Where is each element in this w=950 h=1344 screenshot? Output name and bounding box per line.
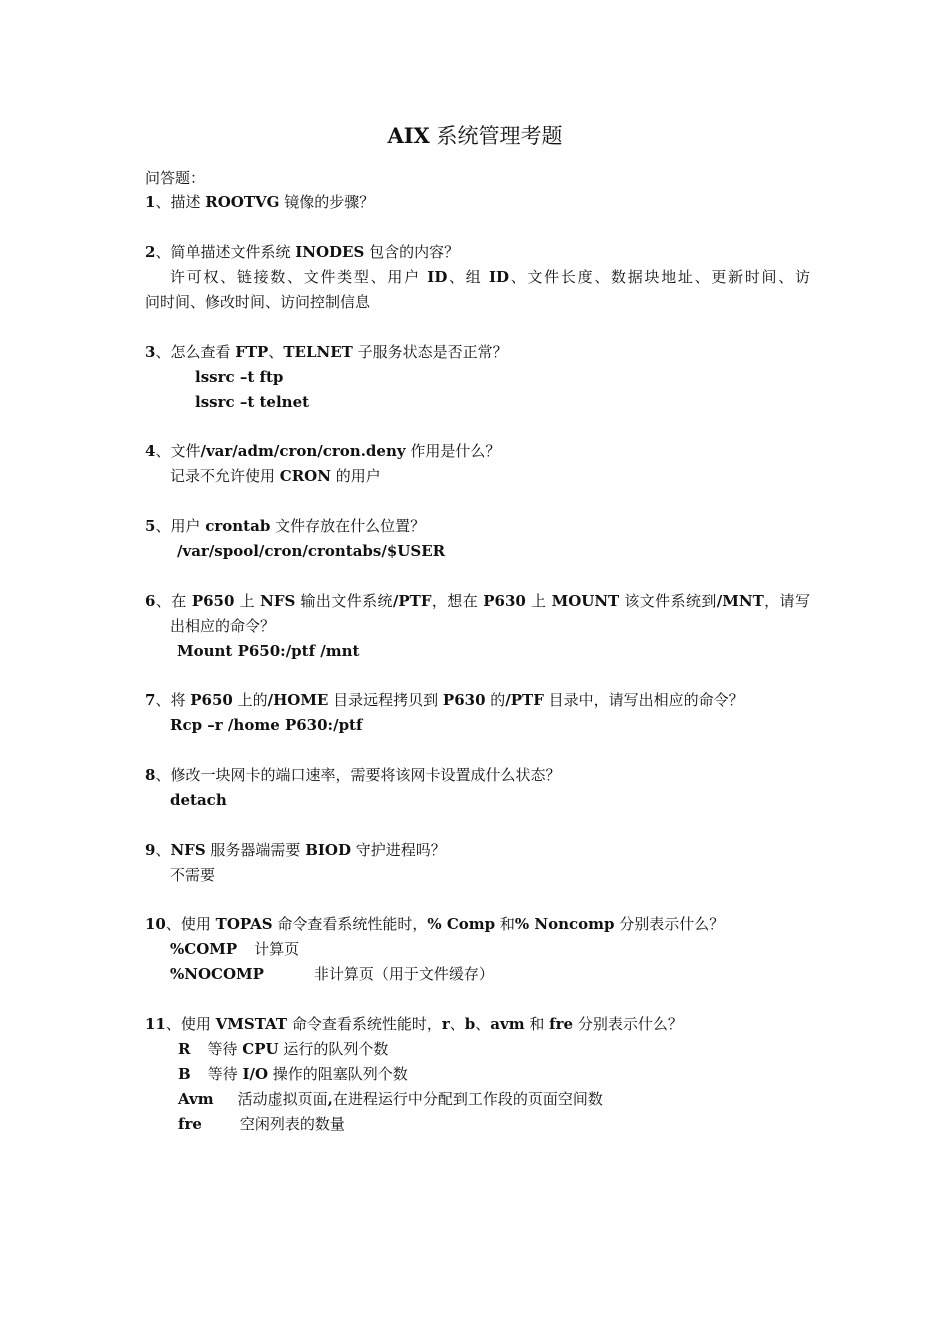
question-6-cont: 出相应的命令？ — [170, 617, 276, 635]
question-11: 11、使用 VMSTAT 命令查看系统性能时，r、b、avm 和 fre 分别表示什么？ — [145, 1015, 683, 1033]
question-8: 8、修改一块网卡的端口速率，需要将该网卡设置成什么状态？ — [145, 766, 561, 784]
question-3: 3、怎么查看 FTP、TELNET 子服务状态是否正常？ — [145, 343, 508, 361]
answer-4: 记录不允许使用 CRON 的用户 — [170, 467, 381, 485]
answer-2-cont: 问时间、修改时间、访问控制信息 — [145, 293, 371, 311]
command-3-telnet: lssrc –t telnet — [195, 393, 310, 411]
def-r: R 等待 CPU 运行的队列个数 — [178, 1040, 389, 1058]
def-fre: fre 空闲列表的数量 — [178, 1115, 345, 1133]
section-label: 问答题： — [145, 169, 206, 187]
def-comp: %COMP 计算页 — [170, 940, 300, 958]
def-nocomp: %NOCOMP 非计算页（用于文件缓存） — [170, 965, 494, 983]
question-4: 4、文件/var/adm/cron/cron.deny 作用是什么？ — [145, 442, 501, 460]
question-1: 1、描述 ROOTVG 镜像的步骤？ — [145, 193, 375, 211]
command-6: Mount P650:/ptf /mnt — [177, 642, 360, 660]
answer-9: 不需要 — [170, 866, 216, 884]
question-6: 6、在 P650 上 NFS 输出文件系统/PTF，想在 P630 上 MOUNT 该文件系统到/MNT，请写 — [145, 592, 810, 610]
title-zh: 系统管理考题 — [436, 124, 563, 148]
title-en: AIX — [387, 123, 430, 148]
question-5: 5、用户 crontab 文件存放在什么位置？ — [145, 517, 426, 535]
def-b: B 等待 I/O 操作的阻塞队列个数 — [178, 1065, 408, 1083]
answer-5: /var/spool/cron/crontabs/$USER — [177, 542, 446, 560]
question-10: 10、使用 TOPAS 命令查看系统性能时，% Comp 和% Noncomp 分别表示什么？ — [145, 915, 725, 933]
command-7: Rcp –r /home P630:/ptf — [170, 716, 363, 734]
answer-2: 许可权、链接数、文件类型、用户 ID、组 ID、文件长度、数据块地址、更新时间、访 — [170, 268, 810, 286]
question-9: 9、NFS 服务器端需要 BIOD 守护进程吗？ — [145, 841, 446, 859]
page-title — [0, 121, 950, 151]
question-2: 2、简单描述文件系统 INODES 包含的内容？ — [145, 243, 460, 261]
def-avm: Avm 活动虚拟页面,在进程运行中分配到工作段的页面空间数 — [178, 1090, 603, 1108]
question-7: 7、将 P650 上的/HOME 目录远程拷贝到 P630 的/PTF 目录中，请写出相应的命令？ — [145, 691, 744, 709]
answer-8: detach — [170, 791, 227, 809]
command-3-ftp: lssrc –t ftp — [195, 368, 284, 386]
